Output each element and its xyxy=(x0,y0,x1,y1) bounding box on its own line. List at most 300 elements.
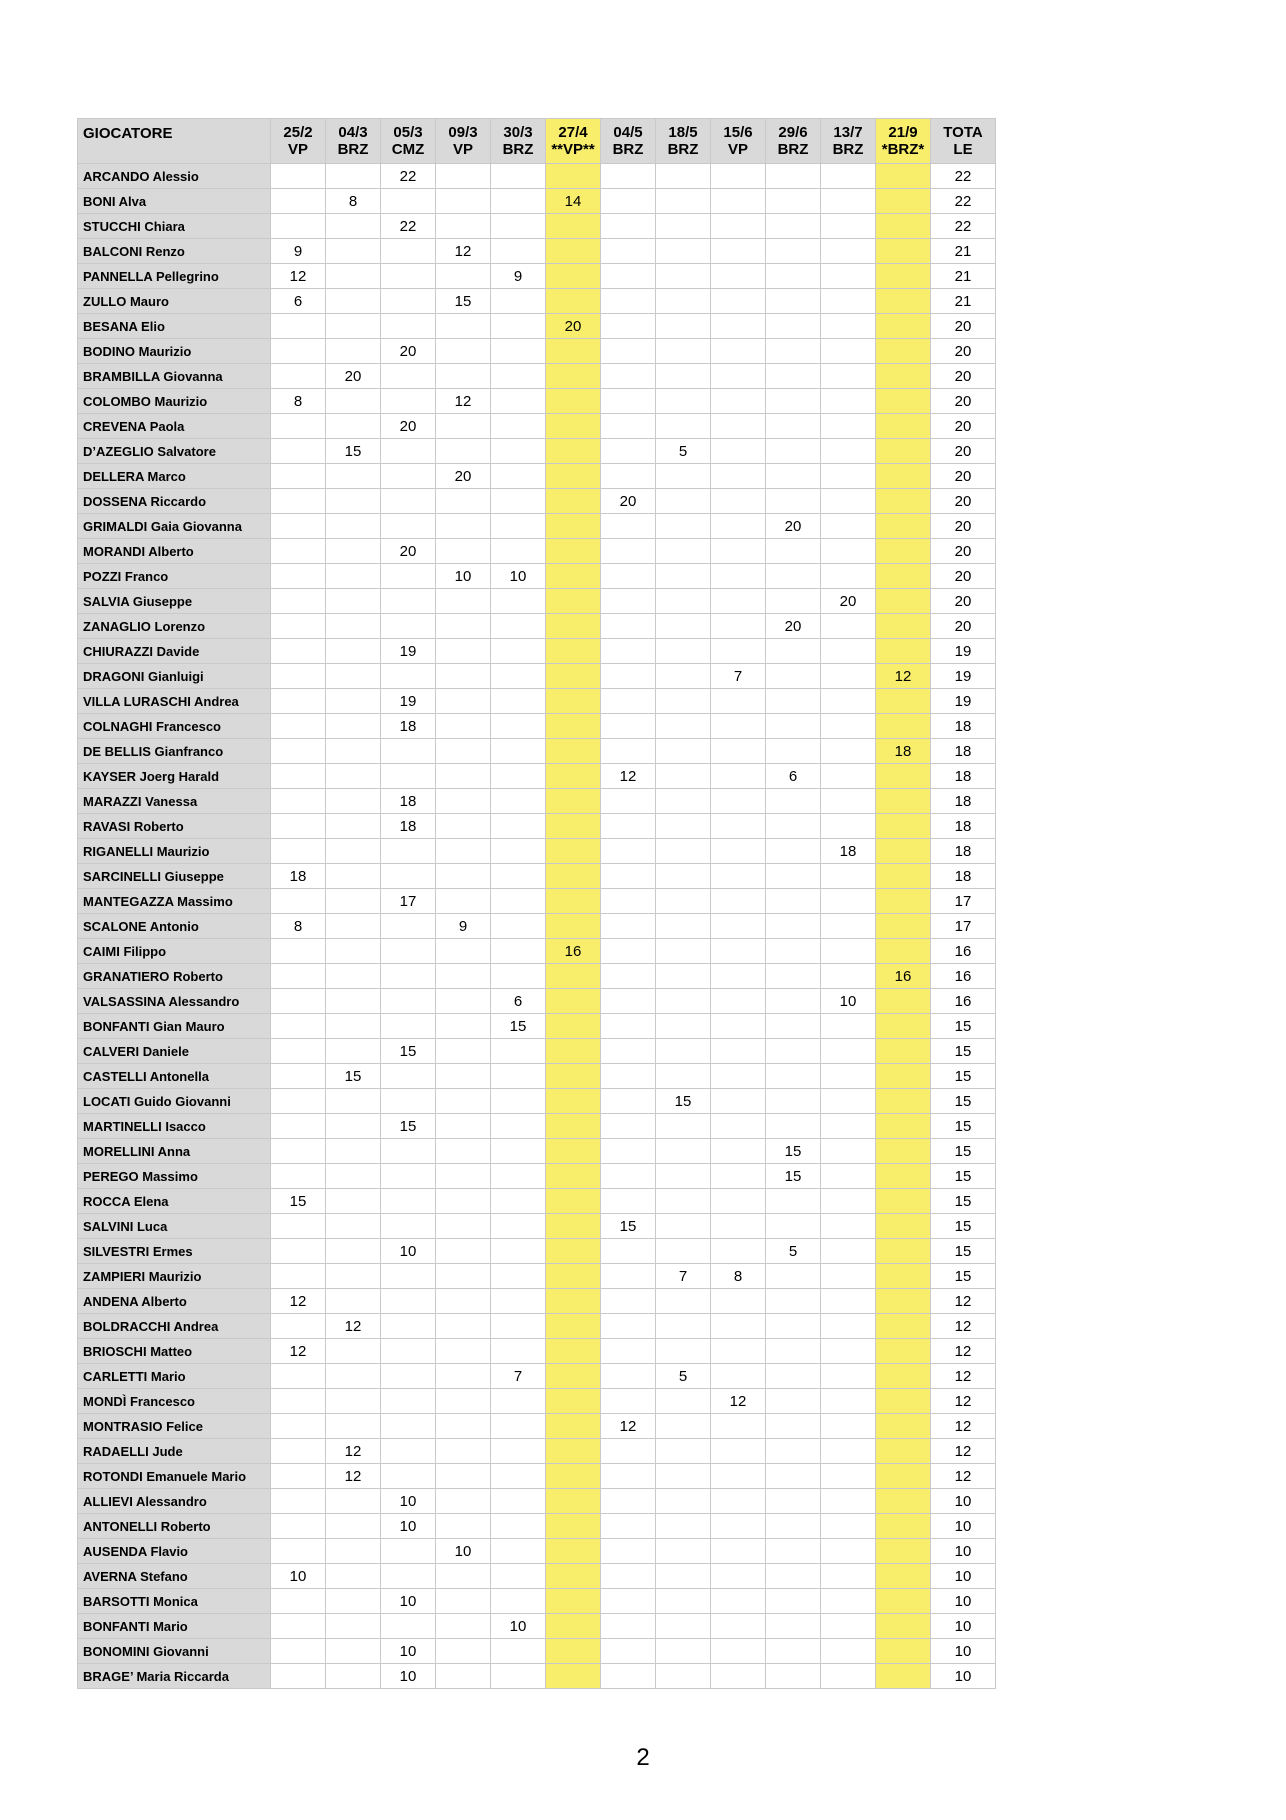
score-cell xyxy=(876,789,931,814)
table-row xyxy=(78,1614,996,1639)
column-venue: VP xyxy=(452,141,473,158)
score-cell xyxy=(656,1564,711,1589)
score-cell xyxy=(546,339,601,364)
player-name xyxy=(78,1039,271,1064)
score-cell xyxy=(491,739,546,764)
score-cell xyxy=(601,1264,656,1289)
score-cell xyxy=(821,1664,876,1689)
score-cell xyxy=(876,464,931,489)
score-cell xyxy=(711,589,766,614)
score-cell xyxy=(271,1039,326,1064)
score-cell xyxy=(491,1664,546,1689)
score-cell xyxy=(821,239,876,264)
score-cell xyxy=(821,1289,876,1314)
score-cell xyxy=(546,639,601,664)
score-cell xyxy=(766,1664,821,1689)
score-cell xyxy=(821,964,876,989)
score-cell xyxy=(326,789,381,814)
score-cell xyxy=(876,1164,931,1189)
score-cell xyxy=(436,714,491,739)
score-cell xyxy=(876,1064,931,1089)
score-cell xyxy=(821,1189,876,1214)
table-row xyxy=(78,589,996,614)
score-cell: 10 xyxy=(491,564,546,589)
player-first-name: Mauro xyxy=(129,293,169,309)
score-cell xyxy=(711,1514,766,1539)
player-name xyxy=(78,514,271,539)
player-last-name: SILVESTRI xyxy=(83,1243,150,1259)
table-row xyxy=(78,1389,996,1414)
player-last-name: ANDENA xyxy=(83,1293,139,1309)
player-last-name: LOCATI xyxy=(83,1093,131,1109)
player-last-name: BRAMBILLA xyxy=(83,368,160,384)
score-cell xyxy=(601,214,656,239)
total-cell: 20 xyxy=(931,564,996,589)
score-cell xyxy=(656,914,711,939)
score-cell xyxy=(766,1064,821,1089)
score-cell xyxy=(821,264,876,289)
score-cell xyxy=(326,1414,381,1439)
score-cell xyxy=(766,714,821,739)
score-cell xyxy=(326,839,381,864)
table-body xyxy=(78,164,996,1689)
player-last-name: STUCCHI xyxy=(83,218,141,234)
score-cell xyxy=(546,1614,601,1639)
score-cell xyxy=(546,1239,601,1264)
total-cell: 15 xyxy=(931,1014,996,1039)
score-cell xyxy=(381,589,436,614)
score-cell xyxy=(381,664,436,689)
player-last-name: GRANATIERO xyxy=(83,968,170,984)
score-cell xyxy=(271,1014,326,1039)
player-first-name: Daniele xyxy=(142,1043,189,1059)
score-cell xyxy=(766,389,821,414)
score-cell xyxy=(766,689,821,714)
player-name xyxy=(78,1564,271,1589)
score-cell xyxy=(766,239,821,264)
score-cell xyxy=(876,1514,931,1539)
score-cell xyxy=(711,914,766,939)
score-cell xyxy=(601,914,656,939)
score-cell xyxy=(876,1114,931,1139)
score-cell xyxy=(876,1214,931,1239)
score-cell xyxy=(326,989,381,1014)
score-cell: 22 xyxy=(381,214,436,239)
score-cell xyxy=(326,764,381,789)
score-cell xyxy=(491,1514,546,1539)
score-cell xyxy=(821,189,876,214)
score-cell xyxy=(601,1539,656,1564)
score-cell xyxy=(766,189,821,214)
total-cell: 22 xyxy=(931,164,996,189)
score-cell xyxy=(876,1564,931,1589)
score-cell: 15 xyxy=(601,1214,656,1239)
score-cell xyxy=(436,1514,491,1539)
score-cell xyxy=(601,989,656,1014)
player-first-name: Massimo xyxy=(142,1168,198,1184)
score-cell xyxy=(656,264,711,289)
score-cell xyxy=(821,1064,876,1089)
score-cell xyxy=(326,864,381,889)
score-cell xyxy=(436,1289,491,1314)
player-last-name: SALVIA xyxy=(83,593,130,609)
player-first-name: Antonio xyxy=(149,918,199,934)
score-cell xyxy=(271,739,326,764)
score-cell xyxy=(271,464,326,489)
score-cell xyxy=(601,1464,656,1489)
total-cell: 15 xyxy=(931,1264,996,1289)
score-cell xyxy=(326,1139,381,1164)
score-cell xyxy=(271,689,326,714)
score-cell xyxy=(491,1064,546,1089)
score-cell xyxy=(601,689,656,714)
score-cell xyxy=(381,389,436,414)
total-cell: 16 xyxy=(931,989,996,1014)
player-name xyxy=(78,1339,271,1364)
score-cell xyxy=(821,739,876,764)
score-cell xyxy=(766,464,821,489)
score-cell xyxy=(601,564,656,589)
score-cell xyxy=(326,1264,381,1289)
score-cell xyxy=(491,1489,546,1514)
score-cell xyxy=(491,1289,546,1314)
score-cell xyxy=(271,1389,326,1414)
score-cell xyxy=(766,1114,821,1139)
score-cell xyxy=(876,314,931,339)
score-cell xyxy=(766,1089,821,1114)
date-column-header xyxy=(491,119,546,164)
score-cell xyxy=(546,1514,601,1539)
score-cell xyxy=(546,1289,601,1314)
score-cell xyxy=(876,814,931,839)
score-cell xyxy=(821,1214,876,1239)
score-cell xyxy=(546,739,601,764)
score-cell xyxy=(271,664,326,689)
player-last-name: ZULLO xyxy=(83,293,127,309)
score-cell xyxy=(381,464,436,489)
header-row xyxy=(78,119,996,164)
score-cell xyxy=(821,664,876,689)
player-last-name: ZANAGLIO xyxy=(83,618,151,634)
total-header-line1: TOTA xyxy=(943,124,983,141)
standings-table xyxy=(77,118,996,1689)
score-cell xyxy=(326,214,381,239)
score-cell xyxy=(821,939,876,964)
table-row xyxy=(78,464,996,489)
score-cell xyxy=(326,914,381,939)
score-cell xyxy=(326,1389,381,1414)
player-first-name: Maria Riccarda xyxy=(136,1668,229,1684)
player-name xyxy=(78,1539,271,1564)
score-cell xyxy=(326,1189,381,1214)
score-cell xyxy=(491,814,546,839)
score-cell: 18 xyxy=(381,789,436,814)
score-cell xyxy=(876,439,931,464)
score-cell xyxy=(821,889,876,914)
score-cell xyxy=(436,1664,491,1689)
player-name xyxy=(78,1614,271,1639)
table-row xyxy=(78,364,996,389)
score-cell xyxy=(766,639,821,664)
score-cell xyxy=(766,889,821,914)
score-cell xyxy=(876,839,931,864)
score-cell xyxy=(876,689,931,714)
score-cell xyxy=(656,1614,711,1639)
score-cell xyxy=(711,1039,766,1064)
score-cell xyxy=(656,1664,711,1689)
score-cell xyxy=(491,289,546,314)
player-name xyxy=(78,339,271,364)
score-cell xyxy=(491,414,546,439)
score-cell xyxy=(381,939,436,964)
score-cell xyxy=(821,689,876,714)
table-row xyxy=(78,1489,996,1514)
score-cell xyxy=(436,1264,491,1289)
player-name xyxy=(78,314,271,339)
total-cell: 18 xyxy=(931,814,996,839)
score-cell: 8 xyxy=(326,189,381,214)
player-name xyxy=(78,789,271,814)
score-cell xyxy=(601,1364,656,1389)
score-cell xyxy=(381,514,436,539)
score-cell xyxy=(601,1239,656,1264)
score-cell xyxy=(821,1164,876,1189)
score-cell xyxy=(271,614,326,639)
player-last-name: BARSOTTI xyxy=(83,1593,150,1609)
total-header-line2: LE xyxy=(953,141,973,158)
score-cell xyxy=(821,1364,876,1389)
score-cell xyxy=(381,1064,436,1089)
score-cell xyxy=(601,1064,656,1089)
score-cell xyxy=(271,1664,326,1689)
score-cell: 5 xyxy=(766,1239,821,1264)
total-cell: 12 xyxy=(931,1414,996,1439)
score-cell xyxy=(601,414,656,439)
score-cell xyxy=(436,589,491,614)
total-cell: 19 xyxy=(931,689,996,714)
score-cell xyxy=(711,1239,766,1264)
score-cell xyxy=(821,514,876,539)
score-cell xyxy=(491,1314,546,1339)
column-date: 30/3 xyxy=(503,124,533,141)
score-cell xyxy=(546,289,601,314)
score-cell: 10 xyxy=(821,989,876,1014)
table-row xyxy=(78,264,996,289)
score-cell xyxy=(711,764,766,789)
player-last-name: BODINO xyxy=(83,343,135,359)
score-cell xyxy=(656,489,711,514)
score-cell xyxy=(876,914,931,939)
player-last-name: SCALONE xyxy=(83,918,147,934)
player-first-name: Anna xyxy=(157,1143,191,1159)
player-name xyxy=(78,964,271,989)
score-cell xyxy=(546,1464,601,1489)
score-cell: 10 xyxy=(381,1514,436,1539)
score-cell xyxy=(711,314,766,339)
score-cell xyxy=(491,1589,546,1614)
table-row xyxy=(78,1314,996,1339)
score-cell: 15 xyxy=(766,1164,821,1189)
total-cell: 20 xyxy=(931,389,996,414)
score-cell xyxy=(546,1414,601,1439)
total-column-header xyxy=(931,119,996,164)
score-cell xyxy=(491,1539,546,1564)
score-cell xyxy=(711,889,766,914)
player-last-name: CALVERI xyxy=(83,1043,140,1059)
player-name xyxy=(78,1164,271,1189)
score-cell xyxy=(271,414,326,439)
score-cell: 20 xyxy=(381,414,436,439)
score-cell xyxy=(876,1464,931,1489)
score-cell xyxy=(601,1514,656,1539)
score-cell xyxy=(381,764,436,789)
table-row xyxy=(78,1439,996,1464)
player-name xyxy=(78,364,271,389)
score-cell xyxy=(326,264,381,289)
score-cell: 16 xyxy=(876,964,931,989)
score-cell xyxy=(436,539,491,564)
score-cell xyxy=(656,889,711,914)
score-cell xyxy=(821,914,876,939)
score-cell xyxy=(546,1039,601,1064)
score-cell xyxy=(766,589,821,614)
score-cell xyxy=(711,439,766,464)
score-cell: 12 xyxy=(271,1339,326,1364)
score-cell: 15 xyxy=(656,1089,711,1114)
score-cell xyxy=(546,1164,601,1189)
score-cell xyxy=(711,839,766,864)
score-cell xyxy=(381,989,436,1014)
player-first-name: Massimo xyxy=(177,893,233,909)
score-cell xyxy=(436,1114,491,1139)
player-first-name: Maurizio xyxy=(138,343,192,359)
score-cell xyxy=(491,1239,546,1264)
score-cell xyxy=(821,1139,876,1164)
score-cell xyxy=(876,1589,931,1614)
score-cell xyxy=(601,1139,656,1164)
table-row xyxy=(78,1189,996,1214)
score-cell xyxy=(876,614,931,639)
score-cell xyxy=(821,464,876,489)
player-name xyxy=(78,614,271,639)
score-cell xyxy=(271,589,326,614)
total-cell: 18 xyxy=(931,739,996,764)
player-name xyxy=(78,1114,271,1139)
score-cell xyxy=(271,489,326,514)
score-cell xyxy=(656,189,711,214)
score-cell: 10 xyxy=(381,1639,436,1664)
table-row xyxy=(78,1264,996,1289)
score-cell: 18 xyxy=(271,864,326,889)
score-cell xyxy=(601,1089,656,1114)
player-first-name: Isacco xyxy=(165,1118,206,1134)
score-cell xyxy=(436,1139,491,1164)
score-cell xyxy=(436,814,491,839)
score-cell xyxy=(601,189,656,214)
score-cell xyxy=(491,1339,546,1364)
score-cell xyxy=(271,1114,326,1139)
player-first-name: Alessandro xyxy=(135,1493,207,1509)
score-cell xyxy=(711,714,766,739)
player-first-name: Jude xyxy=(152,1443,183,1459)
score-cell xyxy=(876,1489,931,1514)
score-cell xyxy=(436,414,491,439)
column-date: 18/5 xyxy=(668,124,698,141)
player-name xyxy=(78,839,271,864)
player-last-name: KAYSER xyxy=(83,768,136,784)
score-cell xyxy=(711,1439,766,1464)
score-cell xyxy=(601,864,656,889)
score-cell xyxy=(546,1364,601,1389)
score-cell: 7 xyxy=(711,664,766,689)
player-last-name: COLNAGHI xyxy=(83,718,153,734)
total-cell: 10 xyxy=(931,1489,996,1514)
player-last-name: SARCINELLI xyxy=(83,868,161,884)
table-row xyxy=(78,489,996,514)
date-column-header xyxy=(766,119,821,164)
score-cell xyxy=(656,1514,711,1539)
score-cell xyxy=(601,1189,656,1214)
score-cell xyxy=(546,364,601,389)
score-cell xyxy=(491,1164,546,1189)
player-name xyxy=(78,539,271,564)
player-last-name: BALCONI xyxy=(83,243,143,259)
score-cell: 10 xyxy=(381,1664,436,1689)
total-cell: 21 xyxy=(931,264,996,289)
score-cell xyxy=(381,364,436,389)
player-last-name: PANNELLA xyxy=(83,268,153,284)
score-cell: 15 xyxy=(381,1114,436,1139)
score-cell xyxy=(381,1314,436,1339)
player-first-name: Riccardo xyxy=(150,493,207,509)
score-cell xyxy=(271,1489,326,1514)
score-cell xyxy=(326,1164,381,1189)
score-cell xyxy=(876,864,931,889)
score-cell xyxy=(271,1414,326,1439)
score-cell xyxy=(656,1014,711,1039)
score-cell xyxy=(491,189,546,214)
score-cell xyxy=(271,1264,326,1289)
score-cell xyxy=(326,664,381,689)
table-row xyxy=(78,839,996,864)
score-cell xyxy=(436,1164,491,1189)
score-cell xyxy=(381,564,436,589)
score-cell: 17 xyxy=(381,889,436,914)
player-first-name: Mario xyxy=(153,1618,188,1634)
table-row xyxy=(78,189,996,214)
score-cell xyxy=(656,339,711,364)
player-name xyxy=(78,989,271,1014)
score-cell xyxy=(546,1214,601,1239)
table-row xyxy=(78,1514,996,1539)
score-cell: 9 xyxy=(491,264,546,289)
score-cell xyxy=(491,364,546,389)
player-last-name: CARLETTI xyxy=(83,1368,148,1384)
score-cell xyxy=(766,289,821,314)
score-cell xyxy=(436,189,491,214)
score-cell xyxy=(381,489,436,514)
score-cell xyxy=(876,939,931,964)
player-name xyxy=(78,1639,271,1664)
column-venue: VP xyxy=(727,141,748,158)
table-row xyxy=(78,814,996,839)
total-cell: 18 xyxy=(931,764,996,789)
total-cell: 10 xyxy=(931,1589,996,1614)
player-last-name: PEREGO xyxy=(83,1168,139,1184)
total-cell: 22 xyxy=(931,189,996,214)
score-cell xyxy=(876,1239,931,1264)
score-cell xyxy=(821,1539,876,1564)
